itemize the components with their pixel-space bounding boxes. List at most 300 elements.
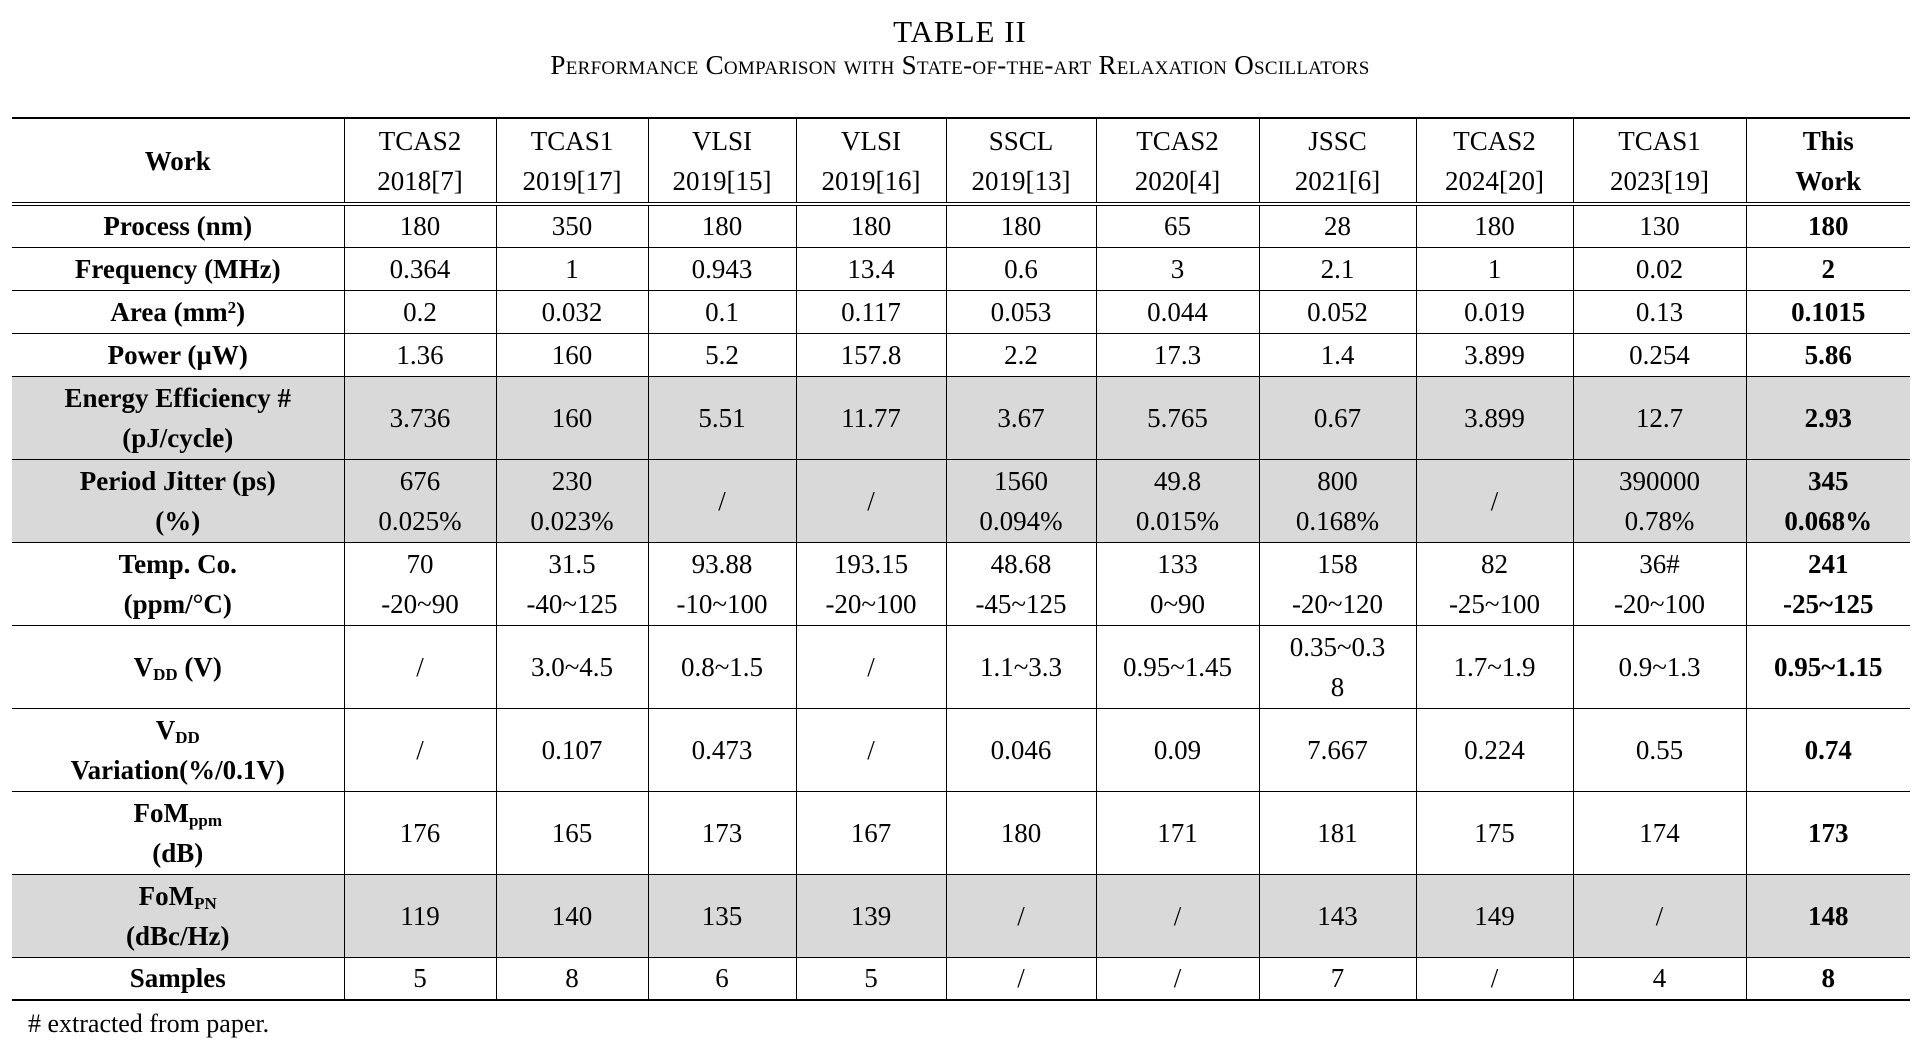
table-row	[12, 874, 1910, 957]
cell-line: /	[1490, 963, 1499, 994]
table-cell	[1416, 290, 1573, 333]
table-cell	[344, 204, 496, 247]
row-label-part: 2	[227, 297, 237, 317]
table-cell	[1096, 791, 1259, 874]
table-cell	[1096, 376, 1259, 459]
this-work-cell	[1746, 459, 1910, 542]
row-label-line	[14, 710, 342, 750]
cell-line: 149	[1474, 900, 1515, 931]
table-cell	[648, 290, 796, 333]
cell-line: 0.55	[1635, 734, 1684, 765]
table-cell	[648, 247, 796, 290]
cell-line: /	[1017, 900, 1025, 931]
cell-line: 7.667	[1307, 734, 1368, 765]
cell-line: 0.78%	[1624, 505, 1695, 536]
row-label-line	[14, 378, 342, 418]
row-label-line	[14, 958, 342, 998]
cell-line: 0.117	[841, 296, 901, 327]
table-cell	[1096, 333, 1259, 376]
row-label-part: DD	[153, 664, 178, 684]
cell-line: /	[1490, 485, 1499, 516]
row-label	[12, 333, 344, 376]
cell-line: 3.899	[1464, 339, 1525, 370]
table-cell	[648, 333, 796, 376]
cell-line: -20~100	[1613, 588, 1706, 619]
cell-line: 3.736	[389, 402, 451, 433]
cell-line: 5.51	[698, 402, 746, 433]
table-cell	[344, 333, 496, 376]
table-cell	[946, 290, 1096, 333]
cell-line: 7	[1330, 963, 1345, 994]
cell-line: 0~90	[1149, 588, 1206, 619]
row-label	[12, 791, 344, 874]
table-cell	[1416, 459, 1573, 542]
cell-line: 180	[1808, 211, 1849, 242]
table-cell	[496, 874, 648, 957]
header-line: TCAS2	[1136, 125, 1219, 156]
table-cell	[1259, 874, 1416, 957]
cell-line: 5	[413, 963, 427, 994]
table-cell	[1416, 957, 1573, 1000]
row-label-line	[14, 249, 342, 289]
cell-line: 0.13	[1635, 296, 1684, 327]
cell-line: -45~125	[975, 588, 1067, 619]
table-cell	[1573, 957, 1746, 1000]
table-cell	[796, 874, 946, 957]
cell-line: 3.899	[1464, 402, 1525, 433]
cell-line: 139	[850, 900, 892, 931]
cell-line: 3.67	[997, 402, 1045, 433]
cell-line: 3.0~4.5	[530, 651, 614, 682]
table-cell	[344, 290, 496, 333]
cell-line: /	[718, 485, 726, 516]
table-cell	[796, 376, 946, 459]
header-row	[12, 118, 1910, 204]
cell-line: 12.7	[1635, 402, 1684, 433]
table-cell	[946, 791, 1096, 874]
cell-line: 230	[551, 465, 593, 496]
table-cell	[648, 791, 796, 874]
table-cell	[1573, 459, 1746, 542]
table-row	[12, 625, 1910, 708]
this-work-cell	[1746, 791, 1910, 874]
row-label-line	[14, 206, 342, 246]
header-reference	[344, 118, 496, 204]
cell-line: 0.1015	[1791, 296, 1866, 327]
cell-line: 11.77	[841, 402, 901, 433]
cell-line: 180	[701, 211, 743, 242]
table-cell	[946, 459, 1096, 542]
row-label-part: Power (µW)	[107, 339, 248, 370]
cell-line: /	[416, 734, 424, 765]
cell-line: 193.15	[833, 548, 909, 579]
table-cell	[648, 957, 796, 1000]
cell-line: 2.1	[1320, 253, 1355, 284]
cell-line: /	[867, 734, 875, 765]
cell-line: 28	[1324, 211, 1351, 242]
cell-line: 1.1~3.3	[979, 651, 1063, 682]
cell-line: 0.068%	[1784, 505, 1873, 536]
header-reference	[496, 118, 648, 204]
table-cell	[496, 708, 648, 791]
header-line: SSCL	[988, 125, 1054, 156]
header-reference	[796, 118, 946, 204]
table-cell	[648, 459, 796, 542]
row-label-part: )	[236, 296, 246, 327]
row-label-part: Process (nm)	[103, 211, 253, 242]
row-label-line: Variation(%/0.1V)	[70, 754, 285, 785]
cell-line: 0.02	[1635, 253, 1684, 284]
header-line: TCAS1	[530, 125, 614, 156]
table-cell	[796, 542, 946, 625]
row-label	[12, 625, 344, 708]
cell-line: 82	[1481, 548, 1508, 579]
cell-line: /	[1173, 963, 1182, 994]
this-work-cell	[1746, 376, 1910, 459]
cell-line: 0.052	[1307, 296, 1368, 327]
row-label-line	[14, 335, 342, 375]
table-cell	[1573, 204, 1746, 247]
cell-line: 176	[399, 817, 441, 848]
table-cell	[496, 376, 648, 459]
cell-line: 0.74	[1804, 734, 1852, 765]
cell-line: 390000	[1619, 465, 1700, 496]
row-label-part: PN	[194, 893, 217, 913]
cell-line: 165	[551, 817, 593, 848]
cell-line: 0.053	[990, 296, 1052, 327]
row-label	[12, 957, 344, 1000]
table-cell	[796, 459, 946, 542]
table-cell	[1096, 247, 1259, 290]
table-cell	[648, 376, 796, 459]
cell-line: 160	[551, 339, 593, 370]
cell-line: 0.67	[1313, 402, 1362, 433]
table-label: TABLE II	[893, 14, 1027, 49]
table-cell	[1259, 333, 1416, 376]
table-cell	[1259, 625, 1416, 708]
cell-line: 1.7~1.9	[1453, 651, 1536, 682]
table-cell	[1573, 290, 1746, 333]
table-cell	[1573, 247, 1746, 290]
row-label-part: Frequency (MHz)	[74, 253, 281, 284]
cell-line: 173	[701, 817, 743, 848]
table-cell	[496, 459, 648, 542]
cell-line: 8	[565, 963, 579, 994]
row-label-part: Energy Efficiency #	[64, 382, 291, 413]
table-cell	[648, 874, 796, 957]
table-cell	[1416, 708, 1573, 791]
table-cell	[946, 957, 1096, 1000]
cell-line: 13.4	[847, 253, 895, 284]
cell-line: 175	[1474, 817, 1515, 848]
header-line: VLSI	[841, 125, 901, 156]
row-label-line: (%)	[155, 505, 201, 536]
cell-line: 167	[850, 817, 892, 848]
cell-line: 133	[1157, 548, 1198, 579]
cell-line: 8	[1821, 963, 1835, 994]
header-line: 2019[15]	[672, 165, 772, 196]
cell-line: 158	[1317, 548, 1358, 579]
cell-line: 0.094%	[979, 505, 1063, 536]
cell-line: -25~125	[1782, 588, 1874, 619]
cell-line: /	[867, 651, 875, 682]
table-cell	[1573, 542, 1746, 625]
cell-line: 173	[1808, 817, 1849, 848]
table-cell	[496, 204, 648, 247]
table-row	[12, 708, 1910, 791]
cell-line: 160	[551, 402, 593, 433]
table-cell	[1096, 290, 1259, 333]
cell-line: 174	[1639, 817, 1680, 848]
this-work-cell	[1746, 957, 1910, 1000]
cell-line: 180	[399, 211, 441, 242]
header-line: 2020[4]	[1134, 165, 1221, 196]
table-cell	[344, 542, 496, 625]
table-cell	[496, 957, 648, 1000]
this-work-cell	[1746, 542, 1910, 625]
table-cell	[796, 290, 946, 333]
header-line: VLSI	[692, 125, 752, 156]
cell-line: 0.35~0.3	[1289, 631, 1386, 662]
table-cell	[648, 708, 796, 791]
row-label	[12, 708, 344, 791]
cell-line: 31.5	[548, 548, 596, 579]
header-reference	[1573, 118, 1746, 204]
cell-line: 65	[1164, 211, 1191, 242]
cell-line: 181	[1317, 817, 1358, 848]
table-cell	[496, 542, 648, 625]
table-cell	[1096, 625, 1259, 708]
table-cell	[496, 791, 648, 874]
table-cell	[1573, 791, 1746, 874]
cell-line: /	[1173, 900, 1182, 931]
header-reference	[1096, 118, 1259, 204]
cell-line: 180	[1474, 211, 1515, 242]
row-label-part: V	[133, 651, 154, 682]
row-label-part: FoM	[133, 797, 189, 828]
row-label	[12, 376, 344, 459]
table-cell	[1096, 874, 1259, 957]
row-label-part: DD	[175, 727, 200, 747]
cell-line: 171	[1157, 817, 1198, 848]
cell-line: 5.2	[705, 339, 739, 370]
table-cell	[1259, 791, 1416, 874]
table-cell	[946, 376, 1096, 459]
table-cell	[496, 625, 648, 708]
cell-line: 0.046	[990, 734, 1052, 765]
cell-line: 180	[1000, 211, 1042, 242]
row-label-line: (dB)	[152, 837, 204, 868]
table-cell	[796, 625, 946, 708]
row-label-part: Area (mm	[110, 296, 228, 327]
table-cell	[1573, 708, 1746, 791]
cell-line: 0.023%	[530, 505, 614, 536]
table-cell	[946, 333, 1096, 376]
row-label	[12, 874, 344, 957]
table-cell	[946, 874, 1096, 957]
this-work-cell	[1746, 333, 1910, 376]
cell-line: 0.473	[691, 734, 753, 765]
table-row	[12, 542, 1910, 625]
cell-line: 49.8	[1153, 465, 1202, 496]
cell-line: 800	[1317, 465, 1358, 496]
cell-line: 0.019	[1464, 296, 1525, 327]
cell-line: 1	[1487, 253, 1502, 284]
table-cell	[796, 247, 946, 290]
header-this-work	[1746, 118, 1910, 204]
row-label	[12, 542, 344, 625]
row-label-part: Samples	[129, 963, 226, 994]
table-row	[12, 376, 1910, 459]
header-line: 2021[6]	[1294, 165, 1381, 196]
header-reference	[946, 118, 1096, 204]
work-header: Work	[12, 118, 344, 204]
row-label-line: (dBc/Hz)	[126, 920, 230, 951]
cell-line: /	[1655, 900, 1664, 931]
table-cell	[496, 290, 648, 333]
row-label-line	[14, 876, 342, 916]
cell-line: 5.765	[1147, 402, 1208, 433]
row-label-line: (ppm/°C)	[123, 588, 232, 619]
cell-line: 0.254	[1629, 339, 1690, 370]
table-row	[12, 459, 1910, 542]
cell-line: 676	[399, 465, 441, 496]
table-cell	[1096, 204, 1259, 247]
row-label-line	[14, 647, 342, 687]
cell-line: 2.93	[1804, 402, 1852, 433]
cell-line: 2	[1821, 253, 1835, 284]
table-cell	[946, 204, 1096, 247]
cell-line: 17.3	[1153, 339, 1202, 370]
table-cell	[648, 625, 796, 708]
table-cell	[344, 376, 496, 459]
row-label-part: FoM	[138, 880, 195, 911]
table-cell	[1573, 376, 1746, 459]
table-cell	[1573, 625, 1746, 708]
cell-line: 1.36	[396, 339, 444, 370]
cell-line: 4	[1652, 963, 1667, 994]
cell-line: 350	[551, 211, 593, 242]
table-cell	[946, 542, 1096, 625]
table-row	[12, 333, 1910, 376]
cell-line: 0.224	[1464, 734, 1525, 765]
table-cell	[344, 791, 496, 874]
table-cell	[1259, 247, 1416, 290]
table-cell	[946, 708, 1096, 791]
table-cell	[946, 247, 1096, 290]
cell-line: 119	[400, 900, 440, 931]
table-cell	[1096, 957, 1259, 1000]
row-label-part: (V)	[177, 651, 222, 682]
header-line: TCAS1	[1618, 125, 1701, 156]
cell-line: 1.4	[1320, 339, 1355, 370]
cell-line: 143	[1317, 900, 1358, 931]
cell-line: /	[867, 485, 875, 516]
cell-line: 1	[565, 253, 579, 284]
table-cell	[344, 708, 496, 791]
cell-line: 8	[1330, 671, 1345, 702]
cell-line: 0.168%	[1295, 505, 1380, 536]
table-cell	[1416, 542, 1573, 625]
table-cell	[1259, 542, 1416, 625]
row-label-line	[14, 793, 342, 833]
table-cell	[344, 957, 496, 1000]
cell-line: /	[1017, 963, 1025, 994]
table-cell	[1416, 791, 1573, 874]
table-row	[12, 290, 1910, 333]
table-cell	[1096, 459, 1259, 542]
cell-line: 5	[864, 963, 878, 994]
header-line: 2019[16]	[821, 165, 921, 196]
cell-line: -20~100	[825, 588, 917, 619]
table-row	[12, 957, 1910, 1000]
cell-line: -25~100	[1448, 588, 1541, 619]
this-work-cell	[1746, 290, 1910, 333]
cell-line: 0.95~1.45	[1122, 651, 1233, 682]
table-cell	[1416, 333, 1573, 376]
cell-line: -40~125	[526, 588, 618, 619]
table-cell	[1416, 625, 1573, 708]
cell-line: 93.88	[691, 548, 753, 579]
table-row	[12, 204, 1910, 247]
table-cell	[796, 333, 946, 376]
table-cell	[1416, 247, 1573, 290]
comparison-table	[12, 117, 1910, 1001]
cell-line: 148	[1808, 900, 1849, 931]
row-label-part: ppm	[188, 810, 223, 830]
row-label	[12, 459, 344, 542]
row-label-line	[14, 544, 342, 584]
this-work-cell	[1746, 708, 1910, 791]
cell-line: /	[416, 651, 424, 682]
cell-line: 48.68	[990, 548, 1052, 579]
row-label	[12, 204, 344, 247]
cell-line: 180	[850, 211, 892, 242]
cell-line: 0.2	[403, 296, 437, 327]
header-reference	[648, 118, 796, 204]
header-line: 2018[7]	[377, 165, 463, 196]
table-cell	[1573, 333, 1746, 376]
table-cell	[1096, 708, 1259, 791]
cell-line: 70	[406, 548, 434, 579]
cell-line: 0.8~1.5	[680, 651, 764, 682]
header-line: 2024[20]	[1445, 165, 1544, 196]
table-cell	[946, 625, 1096, 708]
table-cell	[1096, 542, 1259, 625]
cell-line: 5.86	[1804, 339, 1852, 370]
header-line: 2019[13]	[971, 165, 1071, 196]
table-cell	[344, 874, 496, 957]
cell-line: 2.2	[1004, 339, 1038, 370]
table-cell	[1416, 874, 1573, 957]
table-cell	[1259, 459, 1416, 542]
row-label-part: Period Jitter (ps)	[79, 465, 276, 496]
header-reference	[1259, 118, 1416, 204]
cell-line: 0.044	[1147, 296, 1208, 327]
table-cell	[1259, 290, 1416, 333]
table-row	[12, 247, 1910, 290]
this-work-cell	[1746, 247, 1910, 290]
cell-line: 0.943	[691, 253, 753, 284]
cell-line: 6	[715, 963, 729, 994]
row-label	[12, 290, 344, 333]
cell-line: 0.025%	[378, 505, 462, 536]
header-line: 2019[17]	[522, 165, 622, 196]
cell-line: 0.1	[705, 296, 739, 327]
cell-line: -20~90	[381, 588, 459, 619]
header-line: JSSC	[1308, 125, 1367, 156]
cell-line: 36#	[1639, 548, 1680, 579]
